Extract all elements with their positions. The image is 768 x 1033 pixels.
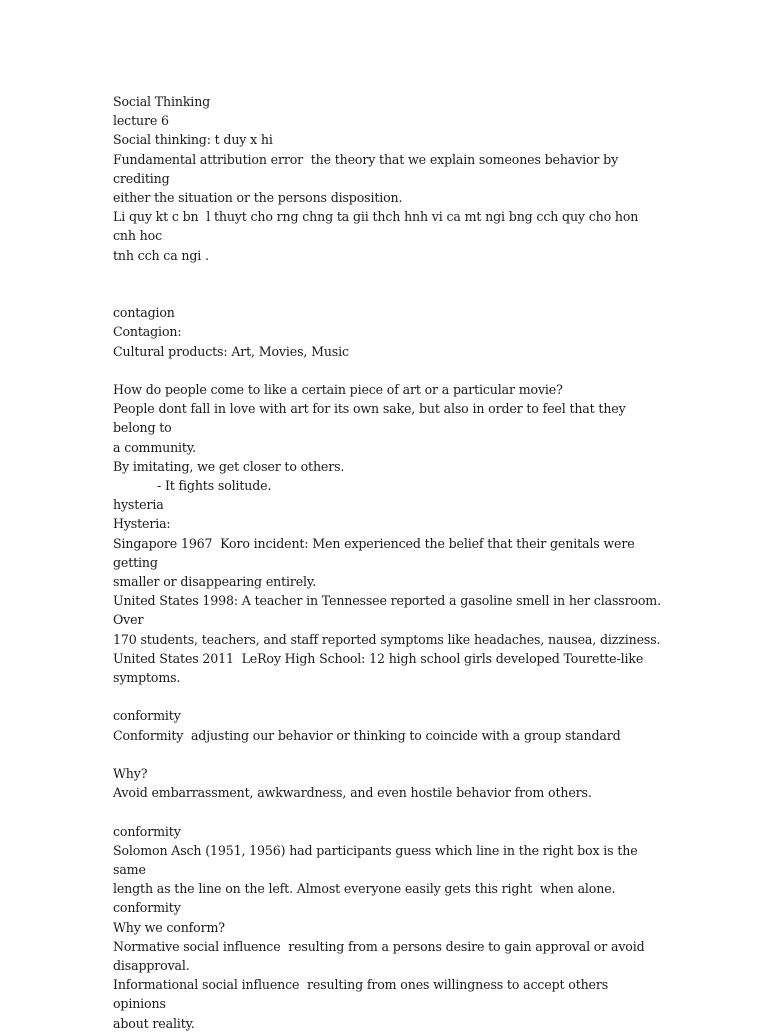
- text-line: Li quy kt c bn l thuyt cho rng chng ta gii thch hnh vi ca mt ngi bng cch quy cho hon cnh hoc: [113, 209, 643, 244]
- document-page: [113, 92, 663, 1033]
- text-line: tnh cch ca ngi .: [113, 247, 209, 263]
- text-line: about reality.: [113, 1015, 195, 1031]
- text-line: Singapore 1967 Koro incident: Men experienced the belief that their genitals were getting: [113, 535, 639, 570]
- lecture-number: lecture 6: [113, 113, 169, 129]
- text-line: United States 2011 LeRoy High School: 12 high school girls developed Tourette-like: [113, 650, 644, 666]
- section-heading: hysteria: [113, 497, 164, 513]
- text-line: smaller or disappearing entirely.: [113, 574, 317, 590]
- text-line: Cultural products: Art, Movies, Music: [113, 343, 349, 359]
- blank-line: [113, 284, 663, 303]
- text-line: disapproval.: [113, 958, 190, 974]
- section-heading: contagion: [113, 305, 175, 321]
- text-line: Why we conform?: [113, 919, 225, 935]
- text-line: Social thinking: t duy x hi: [113, 132, 273, 148]
- indented-bullet: - It fights solitude.: [157, 478, 272, 494]
- text-line: How do people come to like a certain piece of art or a particular movie?: [113, 382, 563, 397]
- text-line: symptoms.: [113, 670, 181, 686]
- text-line: length as the line on the left. Almost everyone easily gets this right when alone.: [113, 881, 616, 897]
- text-line: People dont fall in love with art for its own sake, but also in order to feel that they belong to: [113, 401, 630, 436]
- text-line: By imitating, we get closer to others.: [113, 458, 345, 474]
- text-line: Informational social influence resulting from ones willingness to accept others opinions: [113, 977, 612, 1012]
- section-heading: conformity: [113, 823, 181, 839]
- text-line: Avoid embarrassment, awkwardness, and even hostile behavior from others.: [113, 785, 592, 801]
- blank-line: [113, 361, 663, 380]
- doc-title: Social Thinking: [113, 94, 211, 109]
- section-heading: conformity: [113, 708, 181, 724]
- text-line: United States 1998: A teacher in Tennessee reported a gasoline smell in her classroom. Over: [113, 593, 665, 628]
- text-line: Normative social influence resulting from a persons desire to gain approval or avoid: [113, 938, 645, 954]
- blank-line: [113, 802, 663, 821]
- text-line: Solomon Asch (1951, 1956) had participants guess which line in the right box is the same: [113, 842, 642, 878]
- text-line: Conformity adjusting our behavior or thinking to coincide with a group standard: [113, 727, 621, 743]
- text-line: Why?: [113, 766, 148, 782]
- blank-line: [113, 265, 663, 284]
- text-line: Fundamental attribution error the theory that we explain someones behavior by crediting: [113, 151, 622, 186]
- text-line: Hysteria:: [113, 516, 171, 532]
- blank-line: [113, 687, 663, 706]
- section-heading: conformity: [113, 900, 181, 916]
- blank-line: [113, 745, 663, 764]
- text-line: Contagion:: [113, 324, 182, 340]
- text-line: a community.: [113, 439, 196, 455]
- text-line: 170 students, teachers, and staff reported symptoms like headaches, nausea, dizziness.: [113, 631, 661, 647]
- text-line: either the situation or the persons disposition.: [113, 190, 403, 206]
